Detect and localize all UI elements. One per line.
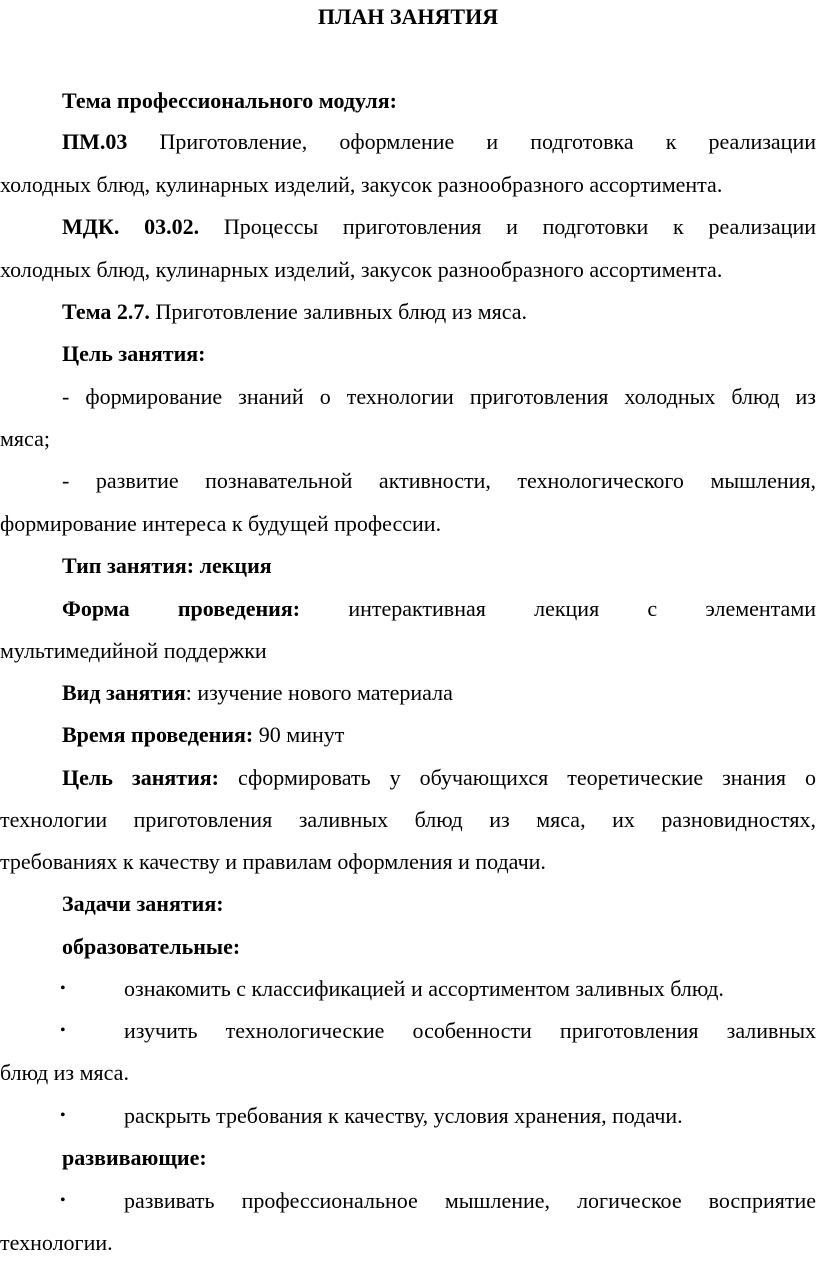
edu-1-text: ознакомить с классификацией и ассортиментом заливных блюд.: [124, 976, 724, 1001]
goal-item-1-line-1: - формирование знаний о технологии приготовления холодных блюд из: [62, 384, 816, 409]
kind-line: [0, 678, 816, 708]
form-label: Форма проведения:: [62, 596, 301, 621]
time-line: [0, 720, 816, 750]
topic-text: Приготовление заливных блюд из мяса.: [155, 299, 528, 324]
edu-2-text-2: блюд из мяса.: [0, 1060, 129, 1085]
dev-1-text-1: развивать профессиональное мышление, логическое восприятие: [124, 1188, 816, 1213]
module-label: Тема профессионального модуля:: [62, 88, 397, 113]
bullet-icon: •: [60, 1107, 66, 1124]
bullet-icon: •: [60, 1022, 66, 1039]
dev-1-text-2: технологии.: [0, 1230, 113, 1255]
pm-line-1: [0, 127, 816, 157]
edu-2-text-1: изучить технологические особенности приготовления заливных: [124, 1018, 816, 1043]
mdk-line-1: [0, 212, 816, 242]
pm-line-2: холодных блюд, кулинарных изделий, закусок разнообразного ассортимента.: [0, 172, 723, 197]
topic-label: Тема 2.7.: [62, 299, 150, 324]
bullet-icon: •: [60, 1192, 66, 1209]
edu-3-text: раскрыть требования к качеству, условия хранения, подачи.: [124, 1103, 683, 1128]
goal-item-2-line-2: формирование интереса к будущей профессии.: [0, 511, 442, 536]
mdk-code: МДК. 03.02.: [62, 214, 200, 239]
form-value-1: интерактивная лекция с элементами: [348, 596, 816, 621]
goal2-label: Цель занятия:: [62, 765, 219, 790]
topic-line: [0, 297, 816, 327]
goal2-line-1: [0, 763, 816, 793]
page-title: ПЛАН ЗАНЯТИЯ: [317, 4, 499, 29]
mdk-text-1: Процессы приготовления и подготовки к реализации: [223, 214, 816, 239]
pm-code: ПМ.03: [62, 129, 128, 154]
pm-text-1: Приготовление, оформление и подготовка к реализации: [159, 129, 816, 154]
kind-label: Вид занятия: [62, 680, 186, 705]
goal-item-1-line-2: мяса;: [0, 426, 50, 451]
kind-value: : изучение нового материала: [185, 680, 453, 705]
goal2-line-2: технологии приготовления заливных блюд из мяса, их разновидностях,: [0, 807, 816, 832]
goal-item-2-line-1: - развитие познавательной активности, технологического мышления,: [62, 468, 816, 493]
goal2-text-1: сформировать у обучающихся теоретические знания о: [238, 765, 816, 790]
developmental-label: развивающие:: [62, 1145, 207, 1170]
form-line-1: [0, 594, 816, 624]
bullet-icon: •: [60, 980, 66, 997]
goal-label: Цель занятия:: [62, 341, 206, 366]
educational-label: образовательные:: [62, 934, 241, 959]
mdk-line-2: холодных блюд, кулинарных изделий, закусок разнообразного ассортимента.: [0, 257, 723, 282]
goal2-line-3: требованиях к качеству и правилам оформления и подачи.: [0, 849, 546, 874]
form-line-2: мультимедийной поддержки: [0, 638, 267, 663]
time-label: Время проведения:: [62, 722, 254, 747]
tasks-label: Задачи занятия:: [62, 891, 224, 916]
lesson-type: Тип занятия: лекция: [62, 553, 272, 578]
time-value: 90 минут: [253, 722, 345, 747]
